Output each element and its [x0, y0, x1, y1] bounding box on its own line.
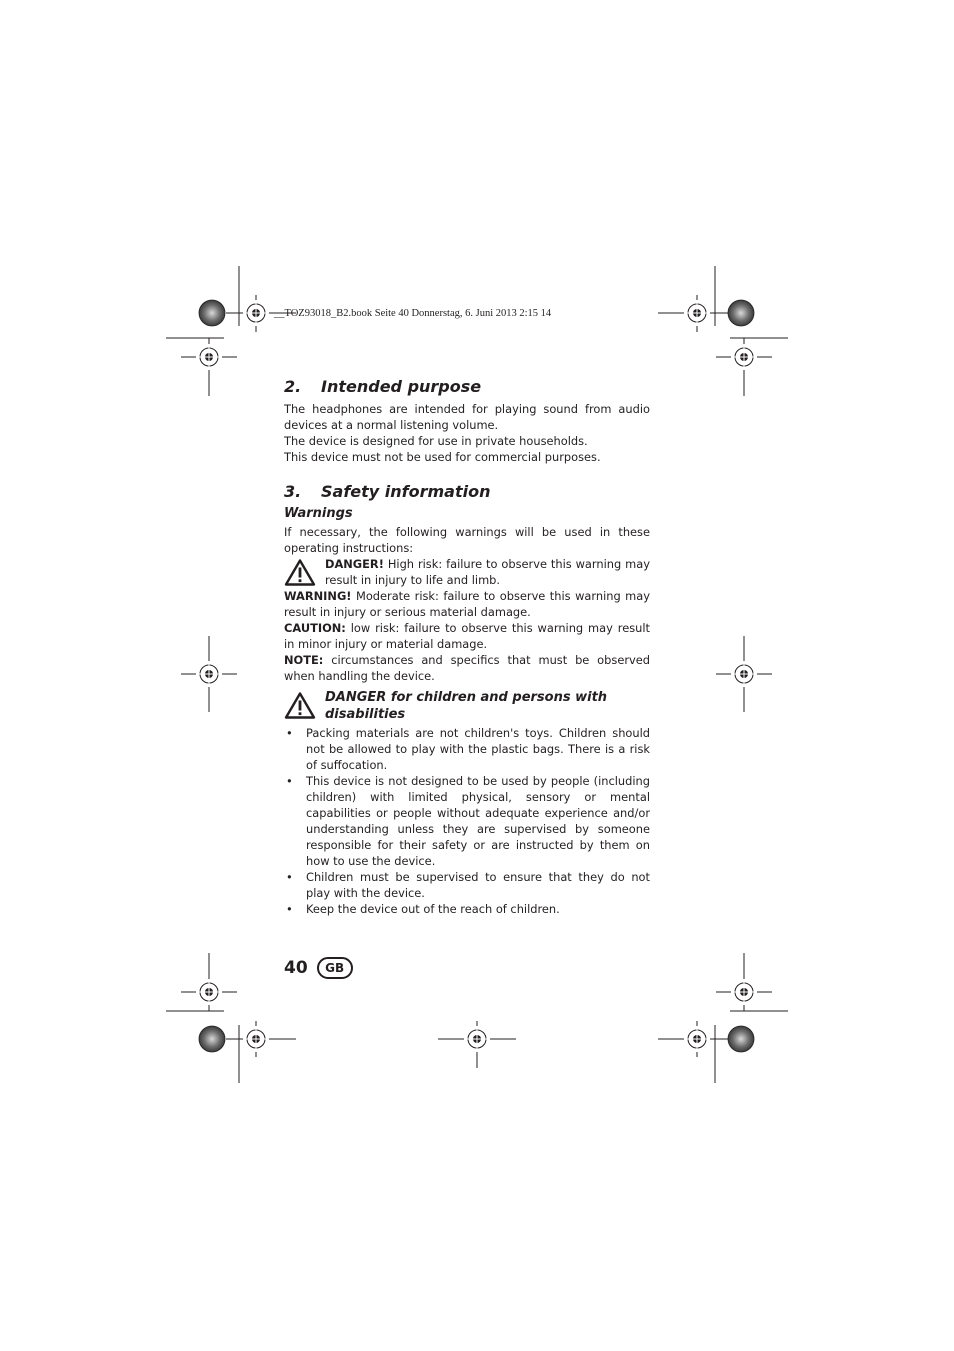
page-footer — [284, 956, 353, 980]
language-badge: GB — [317, 957, 353, 979]
page-number: 40 — [284, 958, 308, 978]
list-item — [284, 725, 650, 773]
section-heading-safety-information — [284, 481, 650, 503]
children-danger-list — [284, 725, 650, 917]
children-danger-heading-block — [284, 689, 650, 723]
intended-paragraph-3: This device must not be used for commercial purposes. — [284, 450, 601, 464]
warning-text: Moderate risk: failure to observe this warning may result in injury or serious material damage. — [284, 589, 650, 619]
danger-definition — [284, 556, 650, 588]
section-number: 3. — [284, 482, 302, 501]
bullet: • — [286, 870, 293, 884]
warning-definition — [284, 588, 650, 620]
list-item — [284, 869, 650, 901]
warnings-intro: If necessary, the following warnings will be used in these operating instructions: — [284, 525, 650, 555]
print-header-line: __TOZ93018_B2.book Seite 40 Donnerstag, 6. Juni 2013 2:15 14 — [274, 308, 552, 319]
caution-label: CAUTION: — [284, 621, 346, 635]
warning-triangle-icon — [284, 558, 316, 587]
danger-label: DANGER! — [325, 557, 384, 571]
note-definition — [284, 652, 650, 684]
list-item-text: This device is not designed to be used by people (including children) with limited physical, sensory or mental capabilities or people without adequate experience and/or understanding unless they are supervised by someone responsible for their safety or are instructed by them on how to use the device. — [306, 774, 650, 868]
bullet: • — [286, 902, 293, 916]
list-item — [284, 901, 650, 917]
warning-label: WARNING! — [284, 589, 352, 603]
bullet: • — [286, 774, 293, 788]
section-heading-intended-purpose — [284, 376, 650, 398]
danger-text: High risk: failure to observe this warning may result in injury to life and limb. — [325, 557, 650, 587]
page-content — [284, 376, 650, 917]
bullet: • — [286, 726, 293, 740]
section-title: Safety information — [321, 482, 491, 501]
list-item-text: Packing materials are not children's toys. Children should not be allowed to play with the plastic bags. There is a risk of suffocation. — [306, 726, 650, 772]
list-item-text: Keep the device out of the reach of children. — [306, 902, 560, 916]
intended-paragraph-1: The headphones are intended for playing sound from audio devices at a normal listening volume. — [284, 402, 650, 432]
danger-warning-block — [284, 556, 650, 588]
section-number: 2. — [284, 377, 302, 396]
note-label: NOTE: — [284, 653, 324, 667]
list-item — [284, 773, 650, 869]
warning-triangle-icon — [284, 691, 316, 720]
note-text: circumstances and specifics that must be observed when handling the device. — [284, 653, 650, 683]
warnings-subheading: Warnings — [284, 506, 353, 521]
section-title: Intended purpose — [321, 377, 482, 396]
intended-paragraph-2: The device is designed for use in private households. — [284, 434, 588, 448]
caution-definition — [284, 620, 650, 652]
list-item-text: Children must be supervised to ensure that they do not play with the device. — [306, 870, 650, 900]
caution-text: low risk: failure to observe this warning may result in minor injury or material damage. — [284, 621, 650, 651]
children-danger-heading: DANGER for children and persons with disabilities — [325, 690, 608, 722]
